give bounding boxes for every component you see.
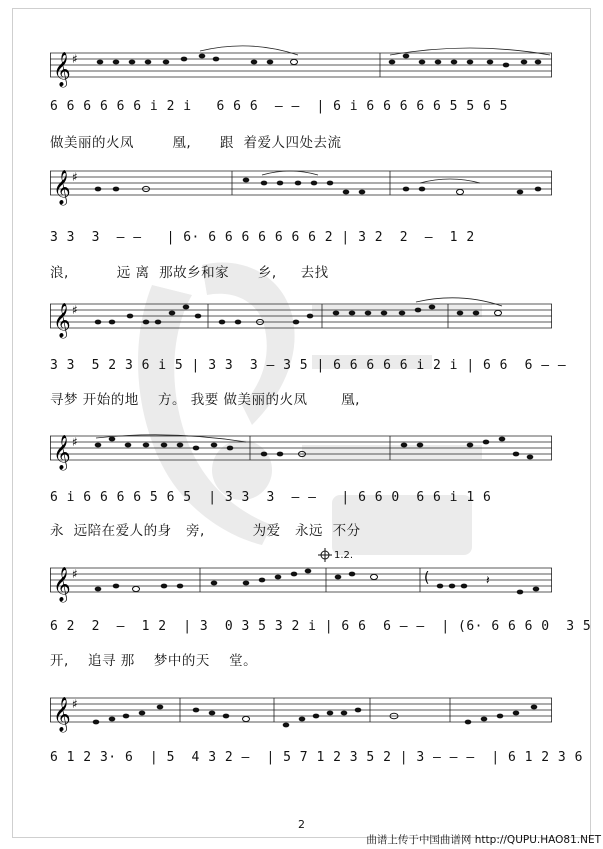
score-system-6 [50,690,583,808]
score-system-1 [50,45,552,163]
coda-icon [318,548,332,562]
svg-text:♯: ♯ [72,697,78,711]
svg-text:♯: ♯ [72,303,78,317]
svg-text:𝄞: 𝄞 [53,435,71,470]
svg-text:𝄞: 𝄞 [53,170,71,205]
svg-text:(: ( [424,570,430,586]
score-system-2 [50,163,552,281]
jianpu-line: 6 1 2 3· 6 | 5 4 3 2 – | 5 7 1 2 3 5 2 | 3 – – – | 6 1 2 3 6 [50,750,583,765]
jianpu-line: 6 2 2 – 1 2 | 3 0 3 5 3 2 i | 6 6 6 – – | (6· 6 6 6 0 3 5 [50,619,592,634]
svg-text:𝄞: 𝄞 [53,52,71,87]
svg-text:♯: ♯ [72,52,78,66]
svg-text:♯: ♯ [72,170,78,184]
staff-notation [50,428,552,478]
score-system-4 [50,428,552,546]
svg-text:𝄞: 𝄞 [53,567,71,602]
svg-text:𝄽: 𝄽 [486,573,490,587]
staff-notation [50,296,552,346]
svg-text:♯: ♯ [72,435,78,449]
lyrics-line: 永 远陪在爱人的身 旁, 为爱 永远 不分 [50,523,361,539]
svg-text:♯: ♯ [72,567,78,581]
footer-credit: 曲谱上传于中国曲谱网 http://QUPU.HAO81.NET [366,834,601,846]
staff-notation [50,560,552,610]
score-system-5 [50,550,592,678]
lyrics-line: 浪, 远 离 那故乡和家 乡, 去找 [50,265,329,281]
score-system-3 [50,296,567,414]
svg-text:𝄞: 𝄞 [53,303,71,338]
repeat-ending-mark: 1.2. [334,550,354,561]
lyrics-line: 做美丽的火凤 凰, 跟 着爱人四处去流 [50,135,342,151]
jianpu-line: 6 i 6 6 6 6 5 6 5 | 3 3 3 – – | 6 6 0 6 6 i 1 6 [50,490,492,505]
jianpu-line: 3 3 5 2 3 6 i 5 | 3 3 3 – 3 5 | 6 6 6 6 6 i 2 i | 6 6 6 – – [50,358,567,373]
lyrics-line: 寻梦 开始的地 方。 我要 做美丽的火凤 凰, [50,392,360,408]
staff-notation [50,163,552,213]
jianpu-line: 3 3 3 – – | 6· 6 6 6 6 6 6 6 2 | 3 2 2 – 1 2 [50,230,475,245]
svg-text:𝄞: 𝄞 [53,697,71,732]
staff-notation [50,45,552,95]
page-number: 2 [298,818,305,831]
lyrics-line: 开, 追寻 那 梦中的天 堂。 [50,653,258,669]
staff-notation [50,690,552,740]
jianpu-line: 6 6 6 6 6 6 i 2 i 6 6 6 – – | 6 i 6 6 6 6 6 5 5 6 5 [50,99,508,114]
